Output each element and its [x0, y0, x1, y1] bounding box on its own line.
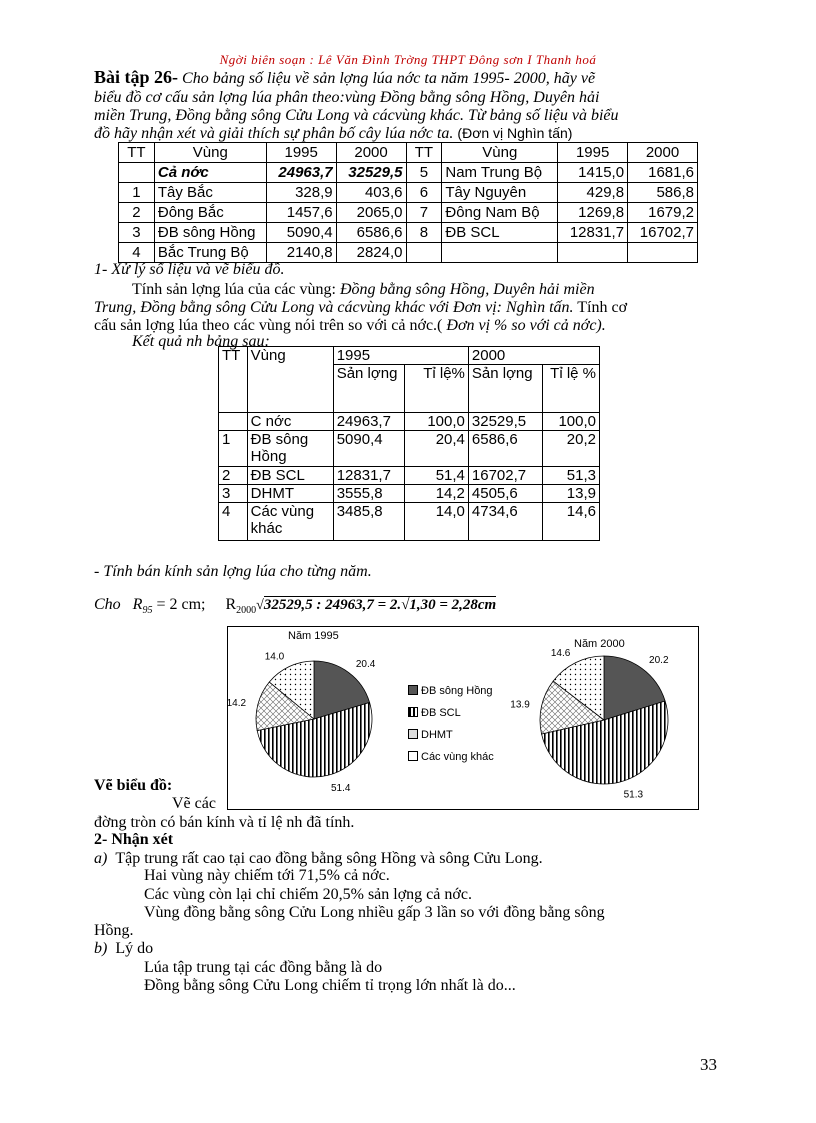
- pie-data-label: 14.0: [264, 651, 285, 663]
- legend-label: Các vùng khác: [421, 751, 494, 763]
- table-cell: ĐB sông Hồng: [154, 223, 266, 243]
- table-cell: 13,9: [542, 485, 599, 503]
- pie-data-label: 14.2: [228, 698, 247, 710]
- table-header-cell: Sản lợng: [333, 365, 405, 413]
- legend-item: [408, 751, 494, 763]
- table-cell: Đông Bắc: [154, 203, 266, 223]
- point-a: [94, 850, 543, 868]
- table-header-cell: 2000: [336, 143, 406, 163]
- table-cell: Cả nớc: [154, 163, 266, 183]
- table-cell: 16702,7: [468, 467, 542, 485]
- radius-r95-symbol: R: [132, 596, 143, 613]
- table-cell: 5090,4: [333, 431, 405, 467]
- table-cell: Các vùng khác: [247, 503, 333, 541]
- table-cell: 586,8: [628, 183, 698, 203]
- legend-item: [408, 707, 461, 719]
- pie-charts: [228, 627, 698, 809]
- production-table: [118, 142, 698, 263]
- table-header-row: [219, 347, 600, 365]
- radius-r95-value: = 2 cm;: [156, 596, 206, 613]
- table-cell: 51,3: [542, 467, 599, 485]
- table-cell: Đông Nam Bộ: [442, 203, 558, 223]
- pie-data-label: 13.9: [510, 699, 530, 711]
- point-a-3: Vùng đồng bằng sông Cửu Long nhiều gấp 3 lần so với đồng bằng sông: [144, 904, 605, 921]
- table-cell: Bắc Trung Bộ: [154, 243, 266, 263]
- table-cell: 429,8: [558, 183, 628, 203]
- legend-label: ĐB sông Hồng: [421, 685, 493, 697]
- point-b-2: Đồng bằng sông Cửu Long chiếm tỉ trọng lớn nhất là do...: [144, 977, 516, 994]
- table-row: [219, 467, 600, 485]
- table-cell: C nớc: [247, 413, 333, 431]
- table-cell: 6586,6: [336, 223, 406, 243]
- table-cell: 403,6: [336, 183, 406, 203]
- table-cell: 3: [119, 223, 155, 243]
- section-1-line-2: [94, 298, 724, 317]
- table-header-cell: Sản lợng: [468, 365, 542, 413]
- exercise-text-2: biểu đồ cơ cấu sản lợng lúa phân theo:vùng Đồng bằng sông Hồng, Duyên hải: [94, 89, 600, 106]
- table-cell: 8: [406, 223, 442, 243]
- section-1-text: cấu sản lợng lúa theo các vùng nói trên so với cả nớc.(: [94, 317, 447, 334]
- table-cell: Tây Bắc: [154, 183, 266, 203]
- legend-swatch: [408, 685, 418, 695]
- pie-chart-1995: [228, 630, 376, 794]
- pie-title: Năm 1995: [288, 630, 339, 642]
- table-row: [219, 413, 600, 431]
- point-a-3b: Hồng.: [94, 922, 134, 939]
- table-cell: [119, 163, 155, 183]
- table-cell: 100,0: [542, 413, 599, 431]
- table-header-cell: 1995: [333, 347, 468, 365]
- table-cell: 100,0: [405, 413, 469, 431]
- page-number: 33: [700, 1055, 717, 1074]
- table-cell: 12831,7: [558, 223, 628, 243]
- table-cell: Tây Nguyên: [442, 183, 558, 203]
- ratio-table: [218, 346, 600, 541]
- radius-r95-sub: 95: [142, 605, 153, 617]
- table-cell: ĐB sông Hồng: [247, 431, 333, 467]
- exercise-text-1: Cho bảng số liệu về sản lợng lúa nớc ta năm 1995- 2000, hãy vẽ: [182, 70, 596, 87]
- legend-label: DHMT: [421, 729, 453, 741]
- section-1-text: Trung, Đồng bằng sông Cửu Long và cácvùng khác với Đơn vị: Nghìn tấn.: [94, 299, 574, 316]
- legend-swatch: [408, 707, 418, 717]
- exercise-text-3: miền Trung, Đồng bằng sông Cửu Long và cácvùng khác. Từ bảng số liệu và biểu: [94, 107, 619, 124]
- table-header-row: [119, 143, 698, 163]
- section-1-text: Tính cơ: [573, 299, 628, 316]
- table-row: [119, 203, 698, 223]
- table-cell: 32529,5: [336, 163, 406, 183]
- table-cell: 4: [119, 243, 155, 263]
- radius-r2000-symbol: R: [225, 596, 237, 613]
- table-row: [119, 183, 698, 203]
- table-cell: 16702,7: [628, 223, 698, 243]
- table-cell: 14,2: [405, 485, 469, 503]
- table-cell: 1457,6: [266, 203, 336, 223]
- table-cell: 4: [219, 503, 248, 541]
- radius-formula: Cho $R_{95} = 2$ cm; $R_{2000}√32529,5$ : 24963,7 = 2.√1,30 = 2,28cm: [94, 596, 497, 617]
- table-header-cell: 2000: [468, 347, 599, 365]
- radius-instruction: - Tính bán kính sản lợng lúa cho từng năm.: [94, 563, 372, 580]
- table-cell: 14,6: [542, 503, 599, 541]
- table-cell: ĐB SCL: [442, 223, 558, 243]
- table-row: [119, 163, 698, 183]
- table-cell: 32529,5: [468, 413, 542, 431]
- section-1-text: Tính sản lợng lúa của các vùng:: [132, 281, 340, 298]
- radius-r2000-formula: 32529,5 : 24963,7 = 2.√1,30 = 2,28cm: [263, 597, 497, 613]
- table-cell: 4505,6: [468, 485, 542, 503]
- table-header-cell: Tỉ lệ %: [542, 365, 599, 413]
- pie-data-label: 20.2: [649, 654, 669, 666]
- pie-data-label: 20.4: [355, 658, 376, 670]
- table-cell: 5090,4: [266, 223, 336, 243]
- point-a-label: a): [94, 850, 108, 867]
- table-cell: 2: [119, 203, 155, 223]
- section-1-text: Đơn vị % so với cả nớc).: [446, 317, 606, 334]
- table-cell: 3485,8: [333, 503, 405, 541]
- exercise-title: Bài tập 26-: [94, 67, 179, 87]
- table-cell: Nam Trung Bộ: [442, 163, 558, 183]
- table-header-cell: TT: [119, 143, 155, 163]
- legend-swatch: [408, 751, 418, 761]
- table-cell: 1: [219, 431, 248, 467]
- legend-item: [408, 685, 493, 697]
- table-row: [219, 503, 600, 541]
- table-cell: 2065,0: [336, 203, 406, 223]
- pie-charts-box: [227, 626, 699, 810]
- table-header-cell: Tỉ lệ%: [405, 365, 469, 413]
- table-header-cell: Vùng: [247, 347, 333, 413]
- pie-data-label: 51.4: [330, 782, 351, 794]
- table-cell: 1: [119, 183, 155, 203]
- table-cell: 4734,6: [468, 503, 542, 541]
- point-a-1: Hai vùng này chiếm tới 71,5% cả nớc.: [144, 867, 390, 884]
- table-cell: 7: [406, 203, 442, 223]
- result-caption: Kết quả nh bảng sau:: [132, 333, 270, 350]
- table-cell: 3555,8: [333, 485, 405, 503]
- point-a-2: Các vùng còn lại chỉ chiếm 20,5% sản lợng cả nớc.: [144, 886, 472, 903]
- point-b-text: Lý do: [115, 940, 154, 957]
- point-a-text: Tập trung rất cao tại cao đồng bằng sông Hồng và sông Cửu Long.: [115, 850, 543, 867]
- table-header-cell: 1995: [558, 143, 628, 163]
- table-cell: 6: [406, 183, 442, 203]
- table-header-cell: TT: [406, 143, 442, 163]
- section-1-line-1: [132, 280, 724, 299]
- table-header-cell: TT: [219, 347, 248, 413]
- drawing-text-1: Vẽ các: [172, 795, 216, 812]
- table-cell: 2: [219, 467, 248, 485]
- table-cell: 24963,7: [333, 413, 405, 431]
- table-cell: 20,2: [542, 431, 599, 467]
- pie-data-label: 51.3: [623, 789, 644, 801]
- table-cell: [219, 413, 248, 431]
- exercise-unit: (Đơn vị Nghìn tấn): [457, 125, 573, 141]
- drawing-title: Vẽ biểu đồ:: [94, 777, 173, 794]
- legend-swatch: [408, 729, 418, 739]
- table-header-cell: Vùng: [154, 143, 266, 163]
- table-cell: 20,4: [405, 431, 469, 467]
- table-header-cell: Vùng: [442, 143, 558, 163]
- table-row: [119, 223, 698, 243]
- table-cell: 24963,7: [266, 163, 336, 183]
- table-header-cell: 1995: [266, 143, 336, 163]
- pie-chart-2000: [510, 638, 669, 800]
- table-cell: 51,4: [405, 467, 469, 485]
- table-cell: 12831,7: [333, 467, 405, 485]
- section-1-title: 1- Xử lý số liệu và vẽ biểu đồ.: [94, 261, 285, 278]
- table-cell: 1679,2: [628, 203, 698, 223]
- table-cell: DHMT: [247, 485, 333, 503]
- radius-r2000-sub: 2000: [236, 605, 257, 617]
- page-header: Ngời biên soạn : Lê Văn Đình Trờng THPT Đông sơn I Thanh hoá: [219, 52, 597, 67]
- table-row: [219, 485, 600, 503]
- table-cell: 1269,8: [558, 203, 628, 223]
- exercise-line-4: [94, 124, 724, 143]
- drawing-text-2: đờng tròn có bán kính và tỉ lệ nh đã tính.: [94, 814, 355, 831]
- exercise-text-4: đồ hãy nhận xét và giải thích sự phân bố cây lúa nớc ta.: [94, 125, 454, 142]
- table-cell: 328,9: [266, 183, 336, 203]
- section-1-text: Đồng bằng sông Hồng, Duyên hải miền: [339, 281, 595, 298]
- pie-data-label: 14.6: [550, 647, 571, 659]
- point-b-label: b): [94, 940, 108, 957]
- table-cell: 14,0: [405, 503, 469, 541]
- pie-title: Năm 2000: [574, 638, 625, 650]
- table-cell: 2824,0: [336, 243, 406, 263]
- radius-cho: Cho: [94, 596, 121, 613]
- table-cell: 2140,8: [266, 243, 336, 263]
- legend-item: [408, 729, 453, 741]
- table-cell: 1415,0: [558, 163, 628, 183]
- point-b: [94, 940, 153, 958]
- exercise-line-1: [94, 68, 724, 88]
- table-cell: 6586,6: [468, 431, 542, 467]
- table-cell: 1681,6: [628, 163, 698, 183]
- table-row: [219, 431, 600, 467]
- legend-label: ĐB SCL: [421, 707, 461, 719]
- table-header-cell: 2000: [628, 143, 698, 163]
- table-cell: 3: [219, 485, 248, 503]
- point-b-1: Lúa tập trung tại các đồng bằng là do: [144, 959, 383, 976]
- table-cell: 5: [406, 163, 442, 183]
- table-cell: ĐB SCL: [247, 467, 333, 485]
- section-2-title: 2- Nhận xét: [94, 831, 174, 848]
